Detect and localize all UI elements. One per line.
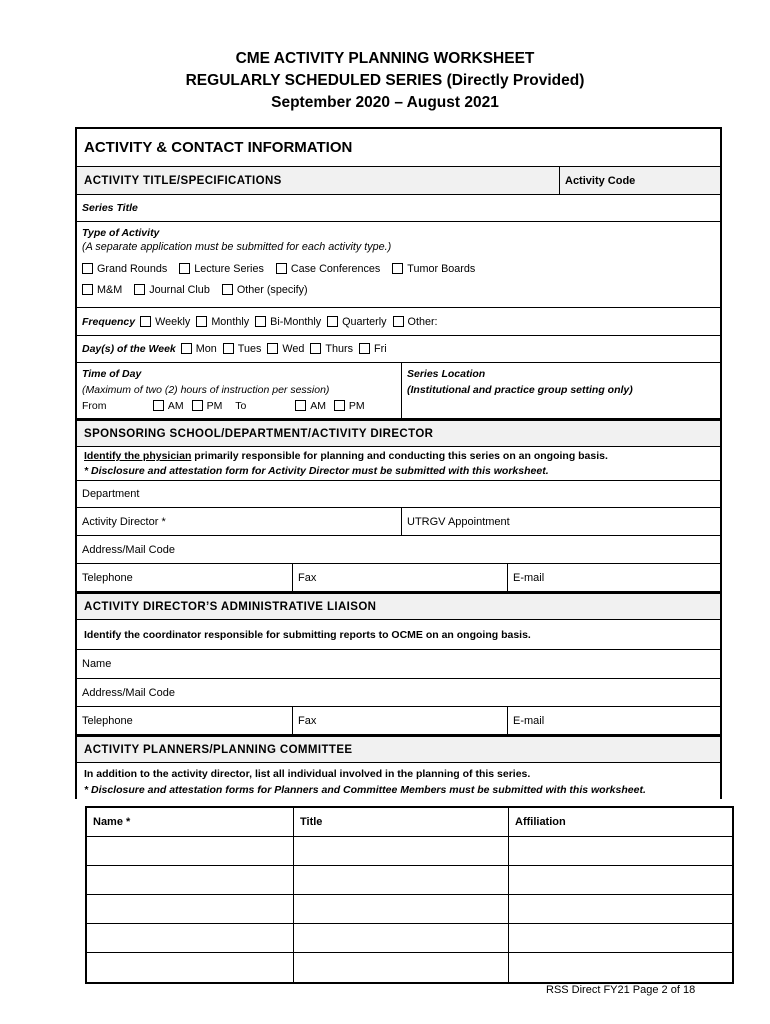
activity-code-label: Activity Code xyxy=(559,167,720,194)
liaison-email-field[interactable]: E-mail xyxy=(507,707,720,734)
utrgv-appointment-field[interactable]: UTRGV Appointment xyxy=(401,508,720,535)
section-title: ACTIVITY & CONTACT INFORMATION xyxy=(84,139,353,156)
sponsor-telephone-field[interactable]: Telephone xyxy=(82,571,133,584)
time-note: (Maximum of two (2) hours of instruction per session) xyxy=(82,384,330,396)
sponsor-address-field[interactable]: Address/Mail Code xyxy=(77,536,720,564)
planner-title-cell[interactable] xyxy=(293,866,508,894)
frequency-option[interactable]: Bi-Monthly xyxy=(255,316,321,328)
section-title: SPONSORING SCHOOL/DEPARTMENT/ACTIVITY DIRECTOR xyxy=(84,427,434,440)
table-row xyxy=(87,866,732,895)
checkbox[interactable] xyxy=(392,263,403,274)
day-option[interactable]: Wed xyxy=(267,343,304,355)
day-option[interactable]: Fri xyxy=(359,343,387,355)
checkbox[interactable] xyxy=(134,284,145,295)
column-header-title: Title xyxy=(293,808,508,836)
planner-title-cell[interactable] xyxy=(293,924,508,952)
type-option[interactable]: Case Conferences xyxy=(276,263,380,275)
table-row xyxy=(87,924,732,953)
days-row xyxy=(77,336,720,363)
planner-title-cell[interactable] xyxy=(293,895,508,923)
checkbox[interactable] xyxy=(359,343,370,354)
table-row xyxy=(87,953,732,982)
frequency-option[interactable]: Weekly xyxy=(140,316,190,328)
planner-name-cell[interactable] xyxy=(87,837,293,865)
checkbox[interactable] xyxy=(222,284,233,295)
section-liaison xyxy=(77,592,720,620)
time-of-day-block xyxy=(77,363,401,418)
days-label: Day(s) of the Week xyxy=(82,343,176,355)
planners-table xyxy=(85,806,734,984)
title-spec-label: ACTIVITY TITLE/SPECIFICATIONS xyxy=(84,174,282,187)
type-option[interactable]: Lecture Series xyxy=(179,263,264,275)
planner-affiliation-cell[interactable] xyxy=(508,866,732,894)
type-options-row2 xyxy=(82,279,715,301)
day-option[interactable]: Thurs xyxy=(310,343,353,355)
checkbox[interactable] xyxy=(327,316,338,327)
document-header xyxy=(0,48,770,114)
checkbox[interactable] xyxy=(267,343,278,354)
sponsor-instructions: Identify the physician primarily responsible for planning and conducting this series on an ongoing basis. * Disclosure and attestation form for Activity Director must be submitted with this worksheet. xyxy=(77,447,720,481)
planning-form xyxy=(75,127,722,799)
checkbox[interactable] xyxy=(82,263,93,274)
director-field[interactable]: Activity Director * xyxy=(82,515,166,528)
liaison-telephone-field[interactable]: Telephone xyxy=(82,714,133,727)
liaison-instructions: Identify the coordinator responsible for submitting reports to OCME on an ongoing basis. xyxy=(77,620,720,650)
activity-title-header-row xyxy=(77,167,720,195)
type-option[interactable]: Other (specify) xyxy=(222,284,308,296)
checkbox[interactable] xyxy=(192,400,203,411)
checkbox[interactable] xyxy=(310,343,321,354)
checkbox[interactable] xyxy=(140,316,151,327)
section-title: ACTIVITY DIRECTOR’S ADMINISTRATIVE LIAISON xyxy=(84,600,377,613)
planner-name-cell[interactable] xyxy=(87,924,293,952)
frequency-option[interactable]: Monthly xyxy=(196,316,249,328)
liaison-name-field[interactable]: Name xyxy=(77,650,720,679)
section-activity-contact xyxy=(77,129,720,167)
department-field[interactable] xyxy=(77,481,720,508)
time-location-row xyxy=(77,363,720,419)
sponsor-email-field[interactable]: E-mail xyxy=(507,564,720,591)
liaison-address-field[interactable]: Address/Mail Code xyxy=(77,679,720,707)
type-option[interactable]: Journal Club xyxy=(134,284,210,296)
time-label: Time of Day xyxy=(82,368,142,380)
column-header-affiliation: Affiliation xyxy=(508,808,732,836)
department-label: Department xyxy=(82,488,140,500)
type-of-activity-block xyxy=(77,222,720,308)
type-option[interactable]: Grand Rounds xyxy=(82,263,167,275)
type-label: Type of Activity xyxy=(82,227,160,239)
frequency-option[interactable]: Other: xyxy=(393,316,438,328)
location-label: Series Location xyxy=(407,368,486,380)
table-row xyxy=(87,837,732,866)
type-option[interactable]: M&M xyxy=(82,284,122,296)
checkbox[interactable] xyxy=(181,343,192,354)
frequency-option[interactable]: Quarterly xyxy=(327,316,386,328)
page-footer: RSS Direct FY21 Page 2 of 18 xyxy=(546,984,696,996)
planner-title-cell[interactable] xyxy=(293,837,508,865)
planner-name-cell[interactable] xyxy=(87,953,293,982)
planners-instructions: In addition to the activity director, list all individual involved in the planning of this series. * Disclosure and attestation forms for Planners and Committee Members must be submitted with this worksheet. xyxy=(84,768,646,796)
type-note: (A separate application must be submitted for each activity type.) xyxy=(82,241,392,253)
column-header-name: Name * xyxy=(93,816,131,828)
sponsor-fax-field[interactable]: Fax xyxy=(292,564,507,591)
from-pm[interactable]: PM xyxy=(192,400,223,412)
checkbox[interactable] xyxy=(179,263,190,274)
section-sponsor xyxy=(77,419,720,447)
planner-title-cell[interactable] xyxy=(293,953,508,982)
checkbox[interactable] xyxy=(255,316,266,327)
director-row xyxy=(77,508,720,536)
frequency-label: Frequency xyxy=(82,315,136,328)
checkbox[interactable] xyxy=(393,316,404,327)
checkbox[interactable] xyxy=(295,400,306,411)
series-title-label: Series Title xyxy=(82,202,138,214)
day-option[interactable]: Tues xyxy=(223,343,262,355)
day-option[interactable]: Mon xyxy=(181,343,217,355)
checkbox[interactable] xyxy=(196,316,207,327)
from-am[interactable]: AM xyxy=(153,400,184,412)
liaison-contact-row xyxy=(77,707,720,735)
section-planners xyxy=(77,735,720,763)
planner-affiliation-cell[interactable] xyxy=(508,924,732,952)
header-title: CME ACTIVITY PLANNING WORKSHEET xyxy=(235,50,535,67)
section-title: ACTIVITY PLANNERS/PLANNING COMMITTEE xyxy=(84,743,353,756)
series-title-field[interactable] xyxy=(77,195,720,222)
header-date-range: September 2020 – August 2021 xyxy=(271,94,499,111)
to-am[interactable]: AM xyxy=(295,400,326,412)
checkbox[interactable] xyxy=(276,263,287,274)
sponsor-contact-row xyxy=(77,564,720,592)
planner-affiliation-cell[interactable] xyxy=(508,895,732,923)
planner-affiliation-cell[interactable] xyxy=(508,953,732,982)
series-location-block[interactable] xyxy=(401,363,720,418)
planner-name-cell[interactable] xyxy=(87,866,293,894)
checkbox[interactable] xyxy=(82,284,93,295)
planner-name-cell[interactable] xyxy=(87,895,293,923)
frequency-row xyxy=(77,308,720,336)
type-options-row1 xyxy=(82,259,715,279)
liaison-fax-field[interactable]: Fax xyxy=(292,707,507,734)
checkbox[interactable] xyxy=(334,400,345,411)
table-row xyxy=(87,895,732,924)
planners-header-row xyxy=(87,808,732,837)
sponsor-disclosure: * Disclosure and attestation form for Activity Director must be submitted with this worksheet. xyxy=(84,465,549,477)
to-pm[interactable]: PM xyxy=(334,400,365,412)
checkbox[interactable] xyxy=(153,400,164,411)
time-from-to: From AM PM To AM PM xyxy=(82,400,365,412)
location-note: (Institutional and practice group setting only) xyxy=(407,384,633,396)
header-subtitle: REGULARLY SCHEDULED SERIES (Directly Provided) xyxy=(185,72,585,89)
checkbox[interactable] xyxy=(223,343,234,354)
planner-affiliation-cell[interactable] xyxy=(508,837,732,865)
type-option[interactable]: Tumor Boards xyxy=(392,263,475,275)
